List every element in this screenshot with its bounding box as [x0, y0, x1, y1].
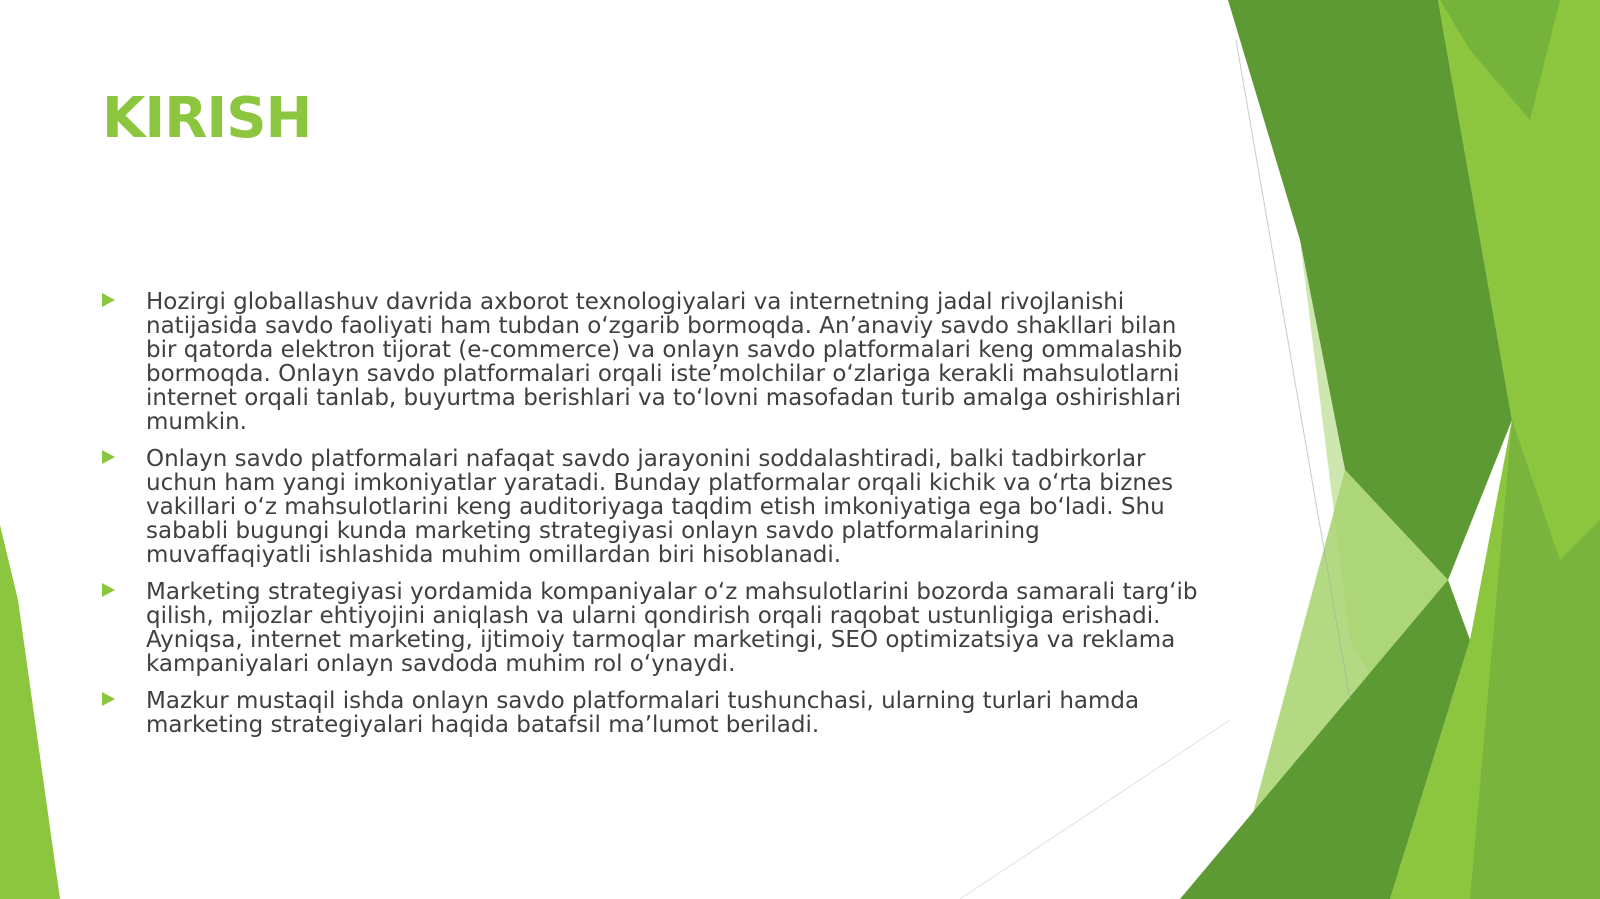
bullet-text: Hozirgi globallashuv davrida axborot texnologiyalari va internetning jadal rivojlanishi natijasida savdo faoliyati ham tubdan oʻzgarib bormoqda. Anʼanaviy savdo shakllari bilan bir qatorda elektron tijorat (e-commerce) va onlayn savdo platformalari keng ommalashib bormoqda. Onlayn savdo platformalari orqali isteʼmolchilar oʻzlariga kerakli mahsulotlarni internet orqali tanlab, buyurtma berishlari va toʻlovni masofadan turib amalga oshirishlari mumkin.	[146, 289, 1183, 435]
left-green-shard	[0, 525, 60, 899]
bullet-text: Onlayn savdo platformalari nafaqat savdo jarayonini soddalashtiradi, balki tadbirkorlar uchun ham yangi imkoniyatlar yaratadi. Bunday platformalar orqali kichik va oʻrta biznes vakillari oʻz mahsulotlarini keng auditoriyaga taqdim etish imkoniyatiga ega boʻladi. Shu sababli bugungi kunda marketing strategiyasi onlayn savdo platformalarining muvaffaqiyatli ishlashida muhim omillardan biri hisoblanadi.	[146, 446, 1174, 568]
bullet-list	[102, 290, 1202, 750]
bullet-item	[102, 447, 1202, 567]
bullet-item	[102, 689, 1202, 737]
bullet-item	[102, 290, 1202, 434]
slide-title: KIRISH	[102, 86, 312, 151]
triangle-arrow-bullet-icon	[102, 450, 115, 464]
bullet-text: Marketing strategiyasi yordamida kompaniyalar oʻz mahsulotlarini bozorda samarali targʻib qilish, mijozlar ehtiyojini aniqlash va ularni qondirish orqali raqobat ustunligiga erishadi. Ayniqsa, internet marketing, ijtimoiy tarmoqlar marketingi, SEO optimizatsiya va reklama kampaniyalari onlayn savdoda muhim rol oʻynaydi.	[146, 579, 1198, 677]
triangle-arrow-bullet-icon	[102, 293, 115, 307]
bullet-item	[102, 580, 1202, 676]
bullet-text: Mazkur mustaqil ishda onlayn savdo platformalari tushunchasi, ularning turlari hamda marketing strategiyalari haqida batafsil maʼlumot beriladi.	[146, 688, 1140, 738]
triangle-arrow-bullet-icon	[102, 583, 115, 597]
triangle-arrow-bullet-icon	[102, 692, 115, 706]
